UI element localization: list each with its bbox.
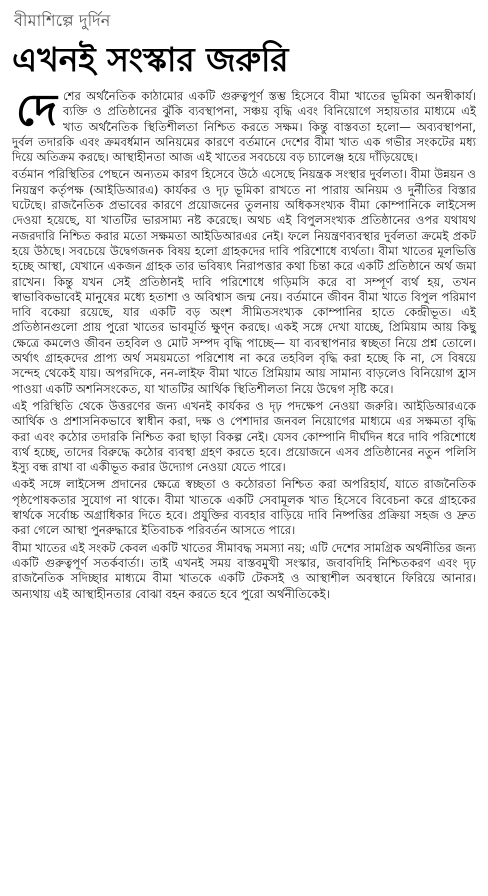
paragraph: বীমা খাতের এই সংকট কেবল একটি খাতের সীমাবদ্ধ সমস্যা নয়; এটি দেশের সামগ্রিক অর্থনীতির জন্য একটি গুরুত্বপূর্ণ সতর্কবার্তা। তাই এখনই সময় বাস্তবমুখী সংস্কার, জবাবদিহি নিশ্চিতকরণ এবং দৃঢ় রাজনৈতিক সদিচ্ছার মাধ্যমে বীমা খাতকে একটি টেকসই ও আস্থাশীল অবস্থানে ফিরিয়ে আনার। অন্যথায় এই আস্থাহীনতার বোঝা বহন করতে হবে পুরো অর্থনীতিকেই। bbox=[12, 540, 476, 601]
paragraph: বর্তমান পরিস্থিতির পেছনে অন্যতম কারণ হিসেবে উঠে এসেছে নিয়ন্ত্রক সংস্থার দুর্বলতা। বীমা উন্নয়ন ও নিয়ন্ত্রণ কর্তৃপক্ষ (আইডিআরএ) কার্যকর ও দৃঢ় ভূমিকা রাখতে না পারায় অনিয়ম ও দুর্নীতির বিস্তার ঘটেছে। রাজনৈতিক প্রভাবের কারণে প্রয়োজনের তুলনায় অধিকসংখ্যক বীমা কোম্পানিকে লাইসেন্স দেওয়া হয়েছে, যা খাতটির ভারসাম্য নষ্ট করেছে। অথচ এই বিপুলসংখ্যক প্রতিষ্ঠানের ওপর যথাযথ নজরদারি নিশ্চিত করার মতো সক্ষমতা আইডিআরএর নেই। ফলে নিয়ন্ত্রণব্যবস্থার দুর্বলতা ক্রমেই প্রকট হয়ে উঠছে। সবচেয়ে উদ্বেগজনক বিষয় হলো গ্রাহকদের দাবি পরিশোধে ব্যর্থতা। বীমা খাতের মূলভিত্তি হচ্ছে আস্থা, যেখানে একজন গ্রাহক তার ভবিষ্যৎ নিরাপত্তার কথা চিন্তা করে একটি প্রতিষ্ঠানে অর্থ জমা রাখেন। কিন্তু যখন সেই প্রতিষ্ঠানই দাবি পরিশোধে গড়িমসি করে বা সম্পূর্ণ ব্যর্থ হয়, তখন স্বাভাবিকভাবেই মানুষের মধ্যে হতাশা ও অবিশ্বাস জন্ম নেয়। বর্তমানে জীবন বীমা খাতে বিপুল পরিমাণ দাবি বকেয়া রয়েছে, যার একটি বড় অংশ সীমিতসংখ্যক কোম্পানির হাতে কেন্দ্রীভূত। এই প্রতিষ্ঠানগুলো প্রায় পুরো খাতের ভাবমূর্তি ক্ষুণ্ন করছে। একই সঙ্গে দেখা যাচ্ছে, প্রিমিয়াম আয় কিছু ক্ষেত্রে কমলেও জীবন তহবিল ও মোট সম্পদ বৃদ্ধি পাচ্ছে— যা ব্যবস্থাপনার স্বচ্ছতা নিয়ে প্রশ্ন তোলে। অর্থাৎ গ্রাহকদের প্রাপ্য অর্থ সময়মতো পরিশোধ না করে তহবিল বৃদ্ধি করা হচ্ছে কি না, সে বিষয়ে সন্দেহ থেকেই যায়। অপরদিকে, নন-লাইফ বীমা খাতে প্রিমিয়াম আয় সামান্য বাড়লেও বিনিয়োগ হ্রাস পাওয়া একটি অশনিসংকেত, যা খাতটির আর্থিক স্থিতিশীলতা নিয়ে উদ্বেগ সৃষ্টি করে। bbox=[12, 167, 476, 396]
paragraph: এই পরিস্থিতি থেকে উত্তরণের জন্য এখনই কার্যকর ও দৃঢ় পদক্ষেপ নেওয়া জরুরি। আইডিআরএকে আর্থিক ও প্রশাসনিকভাবে স্বাধীন করা, দক্ষ ও পেশাদার জনবল নিয়োগের মাধ্যমে এর সক্ষমতা বৃদ্ধি করা এবং কঠোর তদারকি নিশ্চিত করা ছাড়া বিকল্প নেই। যেসব কোম্পানি দীর্ঘদিন ধরে দাবি পরিশোধে ব্যর্থ হচ্ছে, তাদের বিরুদ্ধে কঠোর ব্যবস্থা গ্রহণ করতে হবে। প্রয়োজনে এসব প্রতিষ্ঠানের নতুন পলিসি ইস্যু বন্ধ রাখা বা একীভূত করার উদ্যোগ নেওয়া যেতে পারে। bbox=[12, 398, 476, 475]
paragraph: একই সঙ্গে লাইসেন্স প্রদানের ক্ষেত্রে স্বচ্ছতা ও কঠোরতা নিশ্চিত করা অপরিহার্য, যাতে রাজনৈতিক পৃষ্ঠপোষকতার সুযোগ না থাকে। বীমা খাতকে একটি সেবামূলক খাত হিসেবে বিবেচনা করে গ্রাহকের স্বার্থকে সর্বোচ্চ অগ্রাধিকার দিতে হবে। প্রযুক্তির ব্যবহার বাড়িয়ে দাবি নিষ্পত্তির প্রক্রিয়া সহজ ও দ্রুত করা গেলে আস্থা পুনরুদ্ধারে ইতিবাচক পরিবর্তন আসতে পারে। bbox=[12, 477, 476, 538]
headline: এখনই সংস্কার জরুরি bbox=[12, 40, 289, 79]
kicker: বীমাশিল্পে দুর্দিন bbox=[14, 11, 111, 30]
paragraph bbox=[12, 85, 476, 165]
article-body bbox=[12, 85, 476, 602]
drop-cap: দে bbox=[16, 85, 57, 136]
paragraph-text: শের অর্থনৈতিক কাঠামোর একটি গুরুত্বপূর্ণ স্তম্ভ হিসেবে বীমা খাতের ভূমিকা অনস্বীকার্য। ব্যক্তি ও প্রতিষ্ঠানের ঝুঁকি ব্যবস্থাপনা, সঞ্চয় বৃদ্ধি এবং বিনিয়োগে সহায়তার মাধ্যমে এই খাত অর্থনৈতিক স্থিতিশীলতা নিশ্চিত করতে সক্ষম। কিন্তু বাস্তবতা হলো— অব্যবস্থাপনা, দুর্বল তদারকি এবং ক্রমবর্ধমান অনিয়মের কারণে বর্তমানে দেশের বীমা খাত এক গভীর সংকটের মধ্য দিয়ে অতিক্রম করছে। আস্থাহীনতা আজ এই খাতের সবচেয়ে বড় চ্যালেঞ্জ হয়ে দাঁড়িয়েছে। bbox=[12, 89, 476, 165]
